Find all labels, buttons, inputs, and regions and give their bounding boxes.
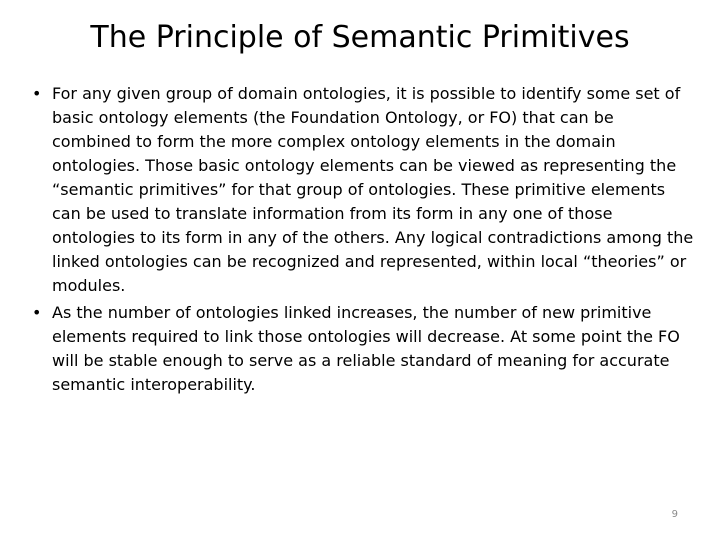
bullet-list <box>32 82 696 400</box>
bullet-item-2 <box>32 301 696 397</box>
slide-title: The Principle of Semantic Primitives <box>90 20 630 55</box>
bullet-text-1: For any given group of domain ontologies, it is possible to identify some set of basic ontology elements (the Foundation Ontology, or FO) that can be combined to form the more complex ontology elements in the domain ontologies. Those basic ontology elements can be viewed as representing the “semantic primitives” for that group of ontologies. These primitive elements can be used to translate information from its form in any one of those ontologies to its form in any of the others. Any logical contradictions among the linked ontologies can be recognized and represented, within local “theories” or modules. <box>52 84 694 295</box>
bullet-text-2: As the number of ontologies linked increases, the number of new primitive elements required to link those ontologies will decrease. At some point the FO will be stable enough to serve as a reliable standard of meaning for accurate semantic interoperability. <box>52 303 680 394</box>
bullet-marker-1: • <box>32 84 42 103</box>
page-number: 9 <box>671 509 678 520</box>
bullet-item-1 <box>32 82 696 298</box>
bullet-marker-2: • <box>32 303 42 322</box>
